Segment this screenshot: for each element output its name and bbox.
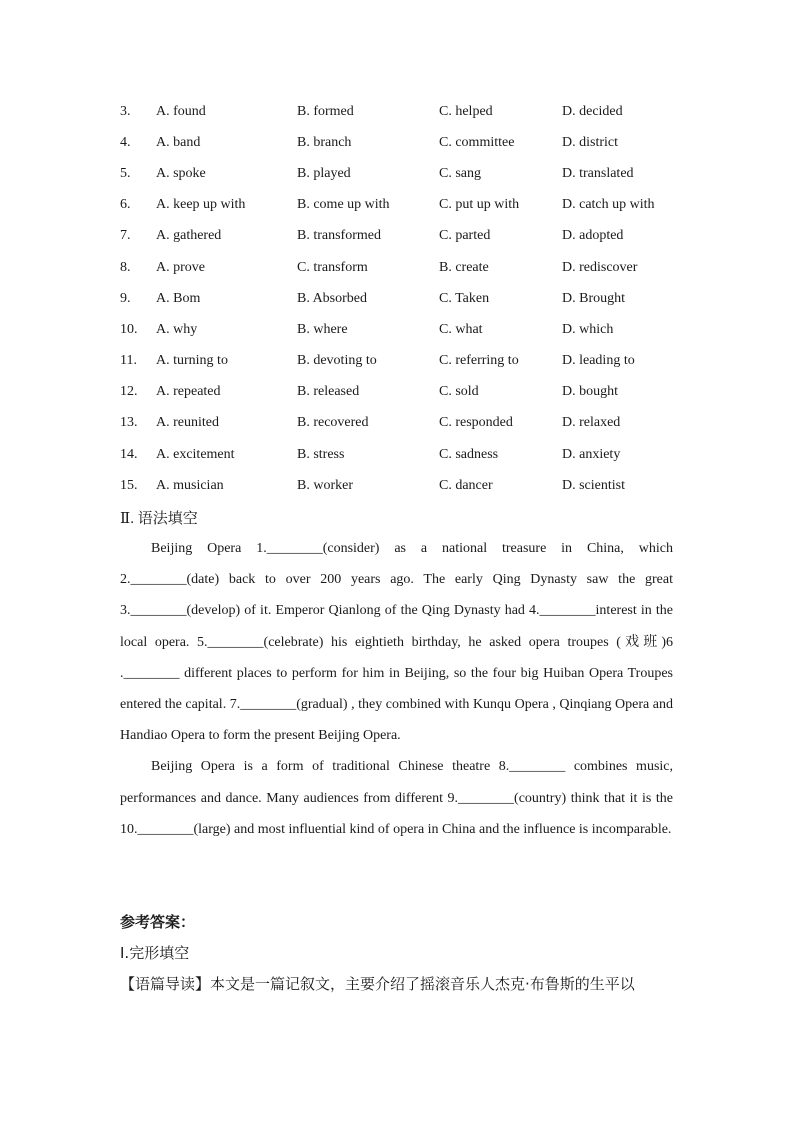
option-d: D. decided [562, 104, 623, 119]
option-a: A. gathered [156, 228, 222, 243]
option-c: C. put up with [439, 197, 520, 212]
option-a: A. reunited [156, 415, 219, 430]
question-number: 11. [120, 353, 137, 368]
grammar-passage [120, 533, 673, 845]
option-b: B. branch [297, 135, 352, 150]
question-number: 15. [120, 478, 138, 493]
option-b: B. stress [297, 447, 345, 462]
option-a: A. spoke [156, 166, 206, 181]
option-b: B. formed [297, 104, 354, 119]
option-b: C. transform [297, 260, 368, 275]
option-c: C. helped [439, 104, 493, 119]
question-number: 9. [120, 291, 131, 306]
option-d: D. rediscover [562, 260, 638, 275]
option-row [0, 102, 794, 122]
passage-paragraph-1: Beijing Opera 1.________(consider) as a national treasure in China, which 2.________(date) back to over 200 years ago. The early Qing Dynasty saw the great 3.________(develop) of it. Emperor Qianlong of the Qing Dynasty had 4.________interest in the local opera. 5.________(celebrate) his eightieth birthday, he asked opera troupes (戏班)6 .________ different places to perform for him in Beijing, so the four big Huiban Opera Troupes entered the capital. 7.________(gradual) , they combined with Kunqu Opera , Qinqiang Opera and Handiao Opera to form the present Beijing Opera. [120, 541, 673, 744]
question-number: 5. [120, 166, 131, 181]
question-number: 10. [120, 322, 138, 337]
option-c: C. parted [439, 228, 491, 243]
option-b: B. recovered [297, 415, 369, 430]
option-a: A. musician [156, 478, 224, 493]
question-number: 4. [120, 135, 131, 150]
option-b: B. where [297, 322, 348, 337]
option-row [0, 195, 794, 215]
option-row [0, 320, 794, 340]
option-b: B. devoting to [297, 353, 377, 368]
question-number: 12. [120, 384, 138, 399]
option-a: A. found [156, 104, 206, 119]
option-a: A. repeated [156, 384, 221, 399]
option-c: C. Taken [439, 291, 490, 306]
option-c: C. sadness [439, 447, 499, 462]
option-row [0, 133, 794, 153]
option-row [0, 382, 794, 402]
option-b: B. played [297, 166, 351, 181]
option-d: D. which [562, 322, 614, 337]
option-row [0, 258, 794, 278]
option-row [0, 351, 794, 371]
option-a: A. turning to [156, 353, 228, 368]
option-row [0, 476, 794, 496]
question-number: 7. [120, 228, 131, 243]
passage-paragraph-2: Beijing Opera is a form of traditional Chinese theatre 8.________ combines music, performances and dance. Many audiences from different 9.________(country) think that it is the 10.________(large) and most influential kind of opera in China and the influence is incomparable. [120, 759, 673, 837]
option-a: A. why [156, 322, 198, 337]
question-number: 8. [120, 260, 131, 275]
option-a: A. prove [156, 260, 205, 275]
section-title-grammar: Ⅱ. 语法填空 [120, 511, 198, 527]
option-c: C. responded [439, 415, 513, 430]
answer-heading: 参考答案： [120, 913, 196, 931]
option-c: B. create [439, 260, 489, 275]
option-d: D. anxiety [562, 447, 621, 462]
option-c: C. sold [439, 384, 479, 399]
option-d: D. scientist [562, 478, 625, 493]
option-row [0, 289, 794, 309]
option-d: D. Brought [562, 291, 625, 306]
option-b: B. transformed [297, 228, 381, 243]
option-row [0, 226, 794, 246]
option-c: C. dancer [439, 478, 493, 493]
option-d: D. translated [562, 166, 634, 181]
option-d: D. bought [562, 384, 618, 399]
section-title-cloze: Ⅰ.完形填空 [120, 944, 190, 962]
option-a: A. Bom [156, 291, 201, 306]
option-d: D. district [562, 135, 618, 150]
option-a: A. band [156, 135, 201, 150]
question-number: 14. [120, 447, 138, 462]
option-d: D. relaxed [562, 415, 621, 430]
option-d: D. adopted [562, 228, 624, 243]
option-d: D. leading to [562, 353, 635, 368]
question-number: 13. [120, 415, 138, 430]
option-row [0, 445, 794, 465]
question-number: 6. [120, 197, 131, 212]
option-c: C. committee [439, 135, 515, 150]
option-b: B. released [297, 384, 360, 399]
reading-guide: 【语篇导读】本文是一篇记叙文，主要介绍了摇滚音乐人杰克·布鲁斯的生平以 [120, 975, 635, 993]
option-a: A. excitement [156, 447, 235, 462]
option-c: C. what [439, 322, 483, 337]
question-number: 3. [120, 104, 131, 119]
option-c: C. referring to [439, 353, 519, 368]
option-c: C. sang [439, 166, 481, 181]
option-row [0, 413, 794, 433]
option-a: A. keep up with [156, 197, 246, 212]
option-row [0, 164, 794, 184]
option-b: B. worker [297, 478, 353, 493]
option-d: D. catch up with [562, 197, 655, 212]
option-b: B. Absorbed [297, 291, 367, 306]
option-b: B. come up with [297, 197, 390, 212]
